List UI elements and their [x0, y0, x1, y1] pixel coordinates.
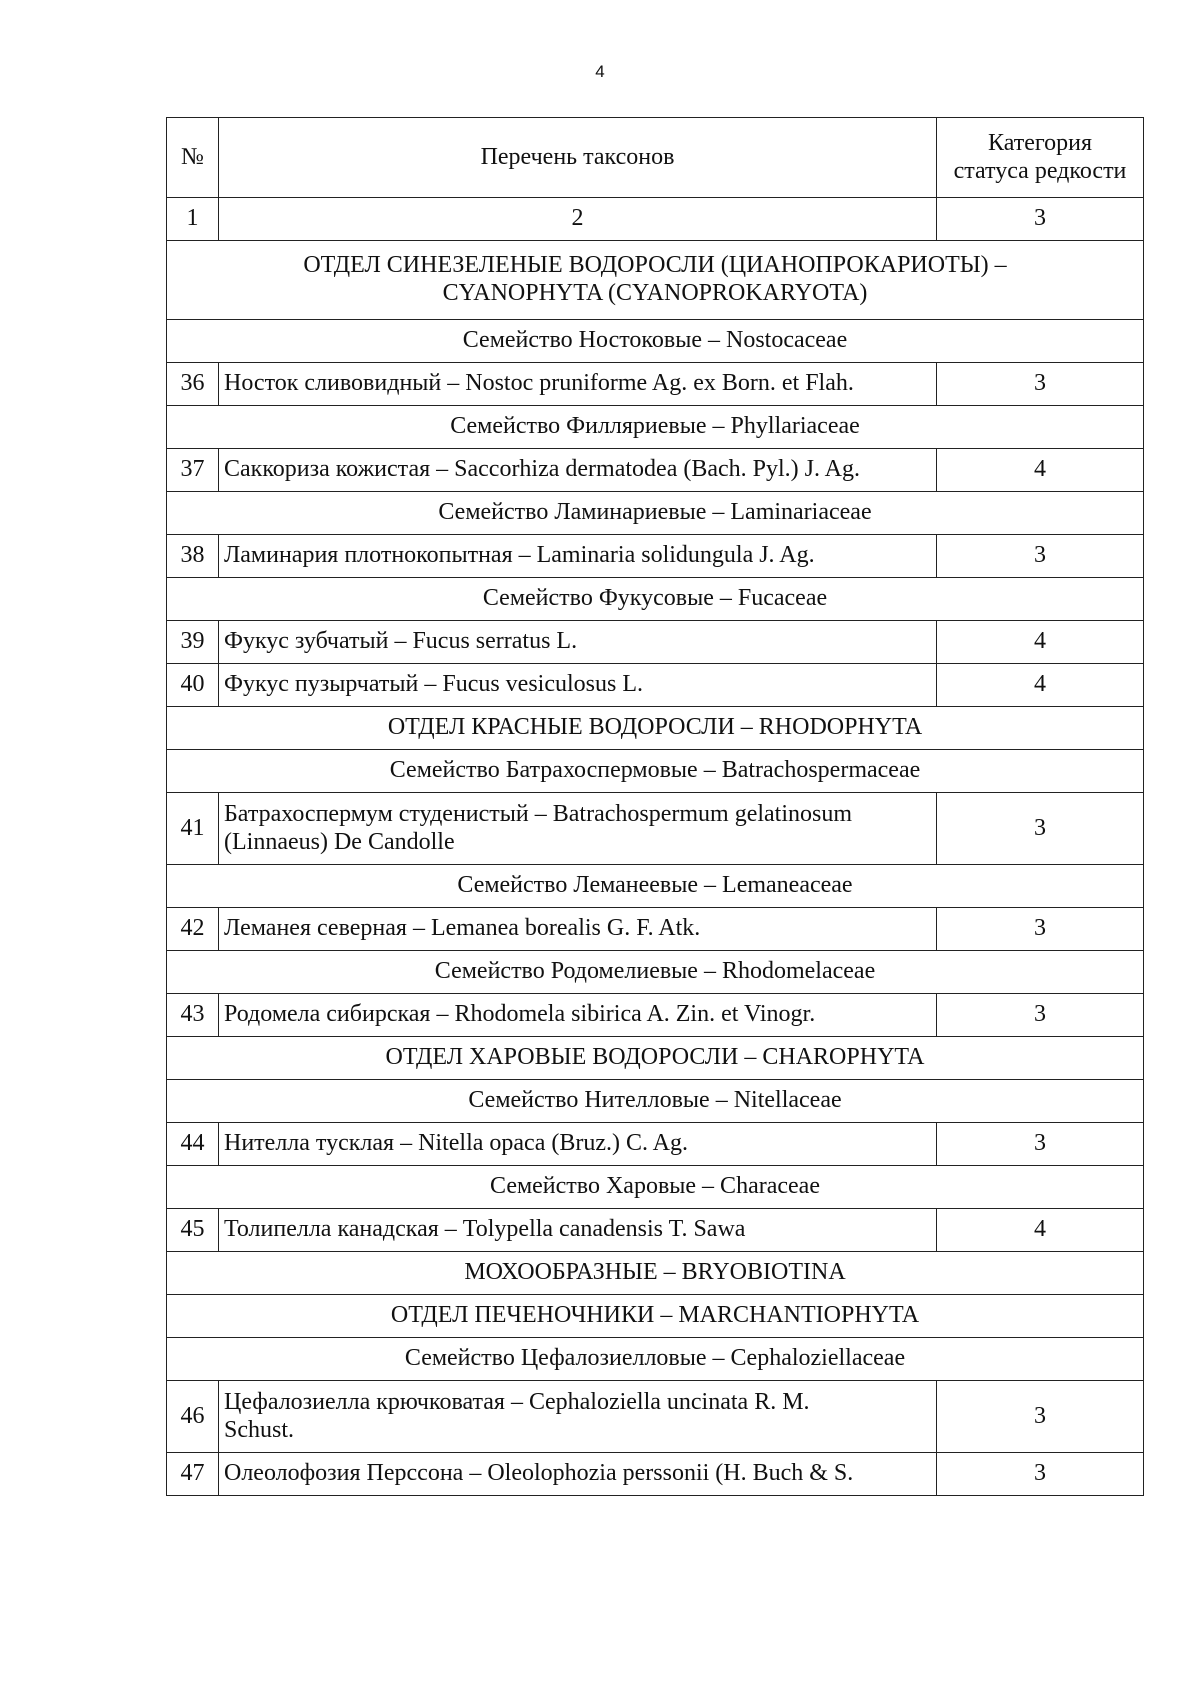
- family-row: [167, 750, 1144, 793]
- division-title: [167, 1252, 1144, 1295]
- header-rarity-category: [937, 118, 1144, 198]
- rarity-category: 4: [937, 449, 1144, 492]
- division-title: [167, 241, 1144, 320]
- taxon-number: 36: [167, 363, 219, 406]
- taxon-number: 47: [167, 1453, 219, 1496]
- family-row: [167, 865, 1144, 908]
- taxon-name: [219, 1123, 937, 1166]
- taxon-name-line: Носток сливовидный – Nostoc pruniforme Ag. ex Born. et Flah.: [224, 370, 854, 397]
- family-title: Семейство Родомелиевые – Rhodomelaceae: [167, 951, 1144, 994]
- taxon-row: [167, 994, 1144, 1037]
- taxon-number: 39: [167, 621, 219, 664]
- division-row: [167, 707, 1144, 750]
- taxon-row: [167, 535, 1144, 578]
- taxon-name: [219, 535, 937, 578]
- taxon-name: [219, 1453, 937, 1496]
- column-number: 2: [219, 198, 937, 241]
- taxon-name: [219, 908, 937, 951]
- family-title: Семейство Цефалозиелловые – Cephaloziellaceae: [167, 1338, 1144, 1381]
- column-number: 3: [937, 198, 1144, 241]
- taxon-row: [167, 1209, 1144, 1252]
- taxon-row: [167, 793, 1144, 865]
- taxon-number: 46: [167, 1381, 219, 1453]
- taxon-row: [167, 363, 1144, 406]
- taxon-row: [167, 449, 1144, 492]
- taxon-name-line: Родомела сибирская – Rhodomela sibirica A. Zin. et Vinogr.: [224, 1001, 816, 1028]
- header-rarity-line2: статуса редкости: [953, 157, 1127, 184]
- taxon-number: 40: [167, 664, 219, 707]
- family-row: [167, 406, 1144, 449]
- taxon-number: 37: [167, 449, 219, 492]
- taxon-number: 45: [167, 1209, 219, 1252]
- family-row: [167, 492, 1144, 535]
- division-row: [167, 1252, 1144, 1295]
- taxon-name-line: Толипелла канадская – Tolypella canadensis T. Sawa: [224, 1216, 746, 1243]
- taxon-name: [219, 1381, 937, 1453]
- taxon-name-line: Олеолофозия Перссона – Oleolophozia perssonii (H. Buch & S.: [224, 1460, 854, 1487]
- rarity-category: 4: [937, 1209, 1144, 1252]
- taxon-name-line: Саккориза кожистая – Saccorhiza dermatodea (Bach. Pyl.) J. Ag.: [224, 456, 860, 483]
- page-number: 4: [595, 62, 605, 81]
- division-title: [167, 1037, 1144, 1080]
- taxon-name: [219, 664, 937, 707]
- family-row: [167, 1080, 1144, 1123]
- family-title: Семейство Фукусовые – Fucaceae: [167, 578, 1144, 621]
- taxon-name: [219, 621, 937, 664]
- family-row: [167, 1166, 1144, 1209]
- rarity-category: 4: [937, 621, 1144, 664]
- column-number: 1: [167, 198, 219, 241]
- taxon-name: [219, 449, 937, 492]
- division-row: [167, 1037, 1144, 1080]
- division-title: [167, 707, 1144, 750]
- family-title: Семейство Нителловые – Nitellaceae: [167, 1080, 1144, 1123]
- header-taxa-list: Перечень таксонов: [219, 118, 937, 198]
- rarity-category: 4: [937, 664, 1144, 707]
- taxon-name-line: Фукус зубчатый – Fucus serratus L.: [224, 628, 578, 655]
- taxon-name: [219, 1209, 937, 1252]
- rarity-category: 3: [937, 1123, 1144, 1166]
- taxon-name: [219, 994, 937, 1037]
- column-number-row: [167, 198, 1144, 241]
- taxon-row: [167, 908, 1144, 951]
- taxon-number: 38: [167, 535, 219, 578]
- rarity-category: 3: [937, 908, 1144, 951]
- header-number: №: [167, 118, 219, 198]
- family-row: [167, 951, 1144, 994]
- taxon-row: [167, 1381, 1144, 1453]
- family-title: Семейство Ламинариевые – Laminariaceae: [167, 492, 1144, 535]
- rarity-category: 3: [937, 535, 1144, 578]
- taxon-name-line: Фукус пузырчатый – Fucus vesiculosus L.: [224, 671, 644, 698]
- division-title-line: CYANOPHYTA (CYANOPROKARYOTA): [442, 280, 868, 306]
- taxon-name-line: (Linnaeus) De Candolle: [224, 828, 455, 855]
- taxon-number: 44: [167, 1123, 219, 1166]
- division-row: [167, 241, 1144, 320]
- taxon-name-line: Леманея северная – Lemanea borealis G. F. Atk.: [224, 915, 701, 942]
- family-title: Семейство Харовые – Characeae: [167, 1166, 1144, 1209]
- family-title: Семейство Батрахоспермовые – Batrachospermaceae: [167, 750, 1144, 793]
- rarity-category: 3: [937, 994, 1144, 1037]
- table-header-row: [167, 118, 1144, 198]
- taxon-number: 41: [167, 793, 219, 865]
- taxon-name-line: Schust.: [224, 1416, 295, 1443]
- taxon-number: 42: [167, 908, 219, 951]
- taxon-name: [219, 363, 937, 406]
- division-row: [167, 1295, 1144, 1338]
- taxon-name-line: Батрахоспермум студенистый – Batrachospermum gelatinosum: [224, 800, 853, 827]
- division-title-line: ОТДЕЛ КРАСНЫЕ ВОДОРОСЛИ – RHODOPHYTA: [387, 714, 923, 741]
- taxon-row: [167, 621, 1144, 664]
- family-row: [167, 1338, 1144, 1381]
- rarity-category: 3: [937, 1381, 1144, 1453]
- taxon-name-line: Нителла тусклая – Nitella opaca (Bruz.) C. Ag.: [224, 1130, 688, 1157]
- taxon-name-line: Цефалозиелла крючковатая – Cephaloziella uncinata R. M.: [224, 1388, 810, 1415]
- rarity-category: 3: [937, 1453, 1144, 1496]
- taxon-number: 43: [167, 994, 219, 1037]
- division-title: [167, 1295, 1144, 1338]
- table-body: [167, 241, 1144, 1496]
- taxon-row: [167, 1453, 1144, 1496]
- rarity-category: 3: [937, 793, 1144, 865]
- header-rarity-line1: Категория: [988, 129, 1092, 156]
- family-row: [167, 578, 1144, 621]
- family-title: Семейство Леманеевые – Lemaneaceae: [167, 865, 1144, 908]
- division-title-line: ОТДЕЛ СИНЕЗЕЛЕНЫЕ ВОДОРОСЛИ (ЦИАНОПРОКАРИОТЫ) –: [303, 252, 1007, 279]
- taxon-name-line: Ламинария плотнокопытная – Laminaria solidungula J. Ag.: [224, 542, 815, 569]
- taxon-row: [167, 1123, 1144, 1166]
- division-title-line: ОТДЕЛ ПЕЧЕНОЧНИКИ – MARCHANTIOPHYTA: [390, 1302, 920, 1329]
- family-row: [167, 320, 1144, 363]
- rare-taxa-table: [166, 117, 1144, 1496]
- family-title: Семейство Ностоковые – Nostocaceae: [167, 320, 1144, 363]
- taxon-name: [219, 793, 937, 865]
- division-title-line: ОТДЕЛ ХАРОВЫЕ ВОДОРОСЛИ – CHAROPHYTA: [385, 1044, 925, 1071]
- division-title-line: МОХООБРАЗНЫЕ – BRYOBIOTINA: [464, 1259, 846, 1286]
- family-title: Семейство Филляриевые – Phyllariaceae: [167, 406, 1144, 449]
- rarity-category: 3: [937, 363, 1144, 406]
- taxon-row: [167, 664, 1144, 707]
